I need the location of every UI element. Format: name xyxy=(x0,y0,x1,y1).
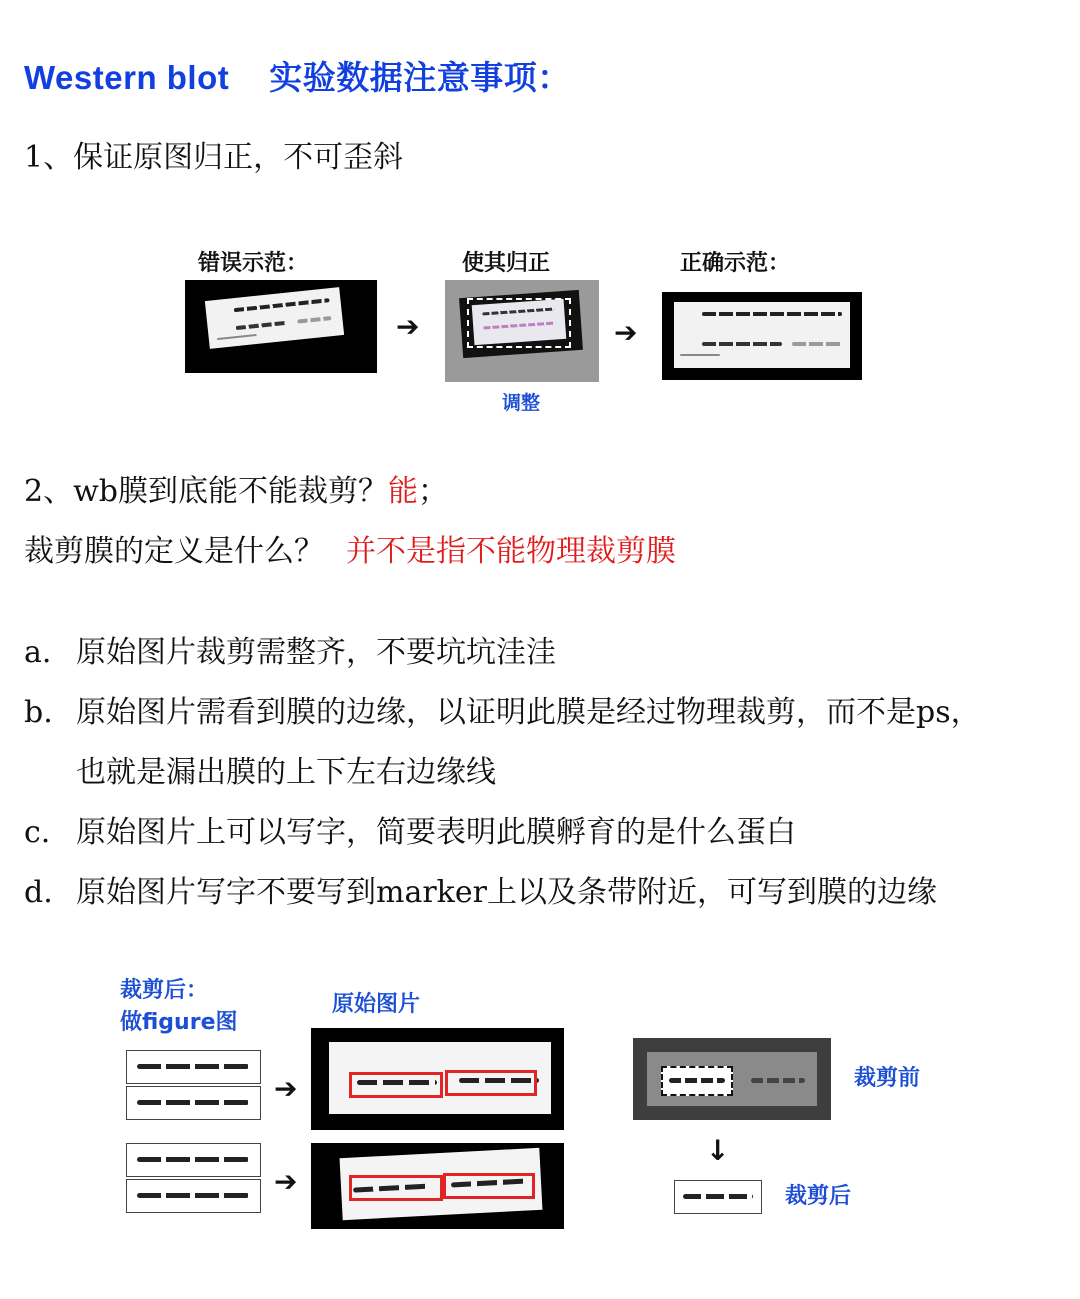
definition-question: 裁剪膜的定义是什么？ xyxy=(24,534,324,569)
adjust-blot xyxy=(445,280,599,382)
list-item-a xyxy=(24,633,556,673)
arrow-right-4: ➔ xyxy=(274,1165,298,1198)
item-text: 原始图片上可以写字，简要表明此膜孵育的是什么蛋白 xyxy=(76,815,796,850)
item-letter: b. xyxy=(24,695,53,730)
point-2-end: ； xyxy=(417,474,448,509)
item-letter: a. xyxy=(24,635,52,670)
page-title xyxy=(24,52,571,99)
make-straight-label: 使其归正 xyxy=(462,251,551,276)
list-item-b-continued: 也就是漏出膜的上下左右边缘线 xyxy=(76,755,496,790)
wrong-example-label: 错误示范： xyxy=(198,251,309,276)
arrow-right-1: ➔ xyxy=(396,310,420,343)
arrow-right-2: ➔ xyxy=(614,316,638,349)
crop-box xyxy=(443,1173,535,1199)
adjust-caption: 调整 xyxy=(502,392,541,414)
title-western-blot: Western blot xyxy=(24,59,230,96)
crop-box xyxy=(349,1072,443,1098)
point-2 xyxy=(24,472,448,512)
crop-selection xyxy=(661,1066,733,1096)
correct-example-blot xyxy=(662,292,862,380)
title-notes: 实验数据注意事项： xyxy=(269,59,571,96)
point-2-answer: 能 xyxy=(387,474,418,509)
item-text: 原始图片写字不要写到marker上以及条带附近，可写到膜的边缘 xyxy=(76,875,937,910)
selection-box xyxy=(467,298,571,348)
after-crop-strip xyxy=(674,1180,762,1214)
item-letter: d. xyxy=(24,875,53,910)
list-item-d xyxy=(24,873,937,913)
wrong-example-blot xyxy=(185,280,377,373)
after-crop-label-2: 做figure图 xyxy=(120,1010,238,1035)
before-crop-label: 裁剪前 xyxy=(854,1066,921,1091)
original-image-label: 原始图片 xyxy=(332,992,421,1017)
point-2-question: 2、wb膜到底能不能裁剪？ xyxy=(24,474,388,509)
before-crop-blot xyxy=(633,1038,831,1120)
definition-answer: 并不是指不能物理裁剪膜 xyxy=(346,534,676,569)
list-item-c xyxy=(24,813,796,853)
after-crop-label: 裁剪后 xyxy=(785,1184,852,1209)
arrow-down: ↓ xyxy=(706,1134,730,1167)
arrow-right-3: ➔ xyxy=(274,1072,298,1105)
crop-box xyxy=(445,1070,537,1096)
correct-example-label: 正确示范： xyxy=(680,251,791,276)
point-1: 1、保证原图归正，不可歪斜 xyxy=(24,140,404,175)
original-blot-top xyxy=(311,1028,564,1130)
original-blot-bottom xyxy=(311,1143,564,1229)
cropped-strip xyxy=(126,1143,261,1177)
after-crop-label-1: 裁剪后： xyxy=(120,978,209,1003)
list-item-b xyxy=(24,693,981,733)
cropped-strip xyxy=(126,1179,261,1213)
cropped-strip xyxy=(126,1086,261,1120)
definition xyxy=(24,532,676,572)
item-letter: c. xyxy=(24,815,51,850)
item-text: 原始图片裁剪需整齐，不要坑坑洼洼 xyxy=(76,635,556,670)
cropped-strip xyxy=(126,1050,261,1084)
crop-box xyxy=(349,1175,443,1201)
item-text: 原始图片需看到膜的边缘，以证明此膜是经过物理裁剪，而不是ps， xyxy=(76,695,981,730)
